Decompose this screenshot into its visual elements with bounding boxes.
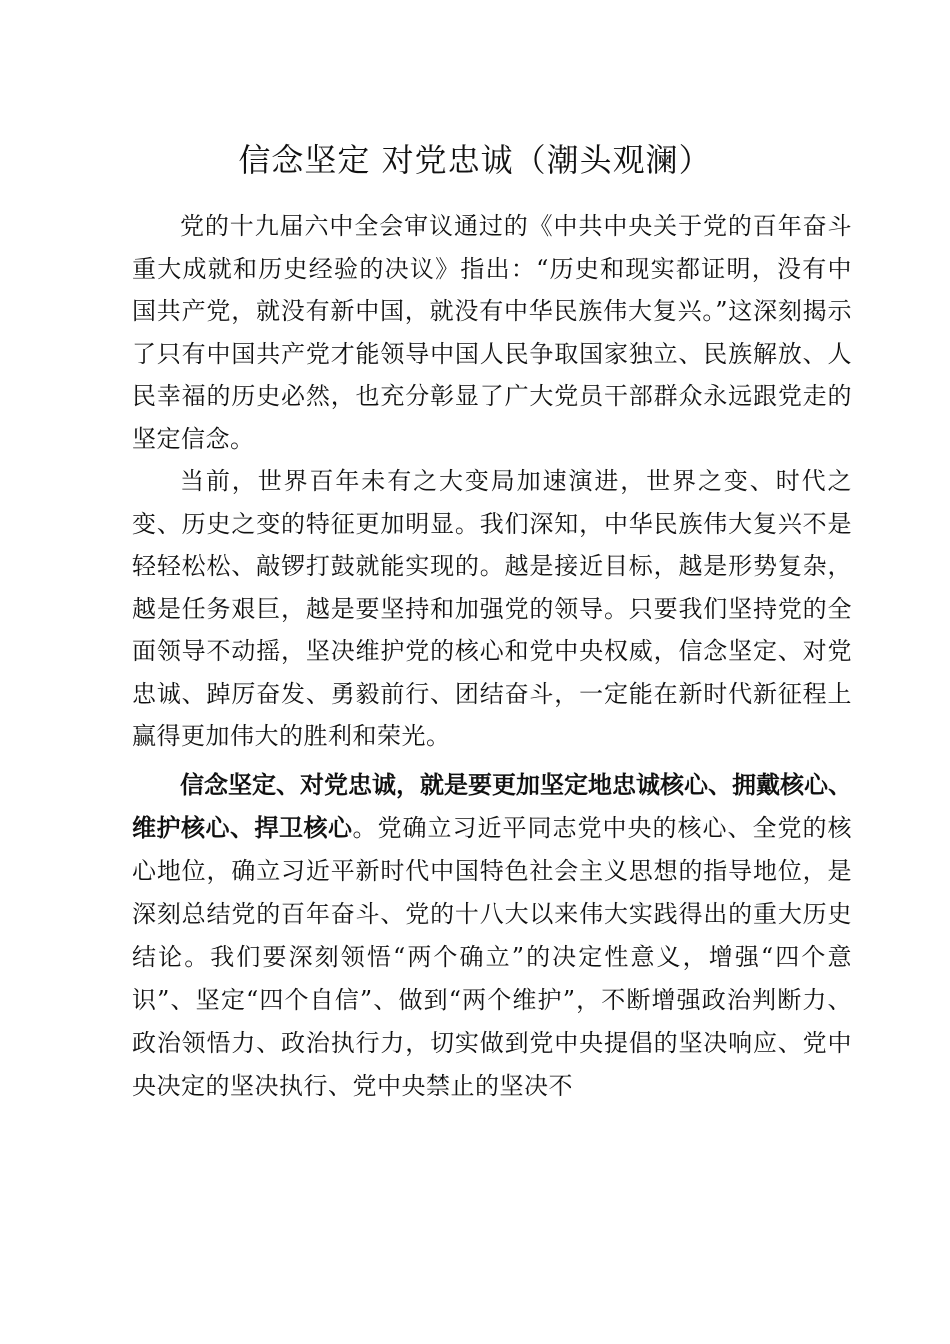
paragraph-3-lead-sentence: 信念坚定、对党忠诚，就是要更加坚定地忠诚核心、拥戴核心、维护核心、捍卫核心 xyxy=(132,770,852,842)
paragraph-3-body: 。党确立习近平同志党中央的核心、全党的核心地位，确立习近平新时代中国特色社会主义思想的指导地位，是深刻总结党的百年奋斗、党的十八大以来伟大实践得出的重大历史结论。我们要深刻领悟“两个确立”的决定性意义，增强“四个意识”、坚定“四个自信”、做到“两个维护”，不断增强政治判断力、政治领悟力、政治执行力，切实做到党中央提倡的坚决响应、党中央决定的坚决执行、党中央禁止的坚决不 xyxy=(132,813,852,1100)
paragraph-1: 党的十九届六中全会审议通过的《中共中央关于党的百年奋斗重大成就和历史经验的决议》指出：“历史和现实都证明，没有中国共产党，就没有新中国，就没有中华民族伟大复兴。”这深刻揭示了只有中国共产党才能领导中国人民争取国家独立、民族解放、人民幸福的历史必然，也充分彰显了广大党员干部群众永远跟党走的坚定信念。 xyxy=(132,212,852,453)
document-body xyxy=(132,205,852,1108)
paragraph-3 xyxy=(132,764,852,1108)
paragraph-2: 当前，世界百年未有之大变局加速演进，世界之变、时代之变、历史之变的特征更加明显。我们深知，中华民族伟大复兴不是轻轻松松、敲锣打鼓就能实现的。越是接近目标，越是形势复杂，越是任务艰巨，越是要坚持和加强党的领导。只要我们坚持党的全面领导不动摇，坚决维护党的核心和党中央权威，信念坚定、对党忠诚、踔厉奋发、勇毅前行、团结奋斗，一定能在新时代新征程上赢得更加伟大的胜利和荣光。 xyxy=(132,467,852,750)
document-title: 信念坚定 对党忠诚（潮头观澜） xyxy=(238,141,712,179)
